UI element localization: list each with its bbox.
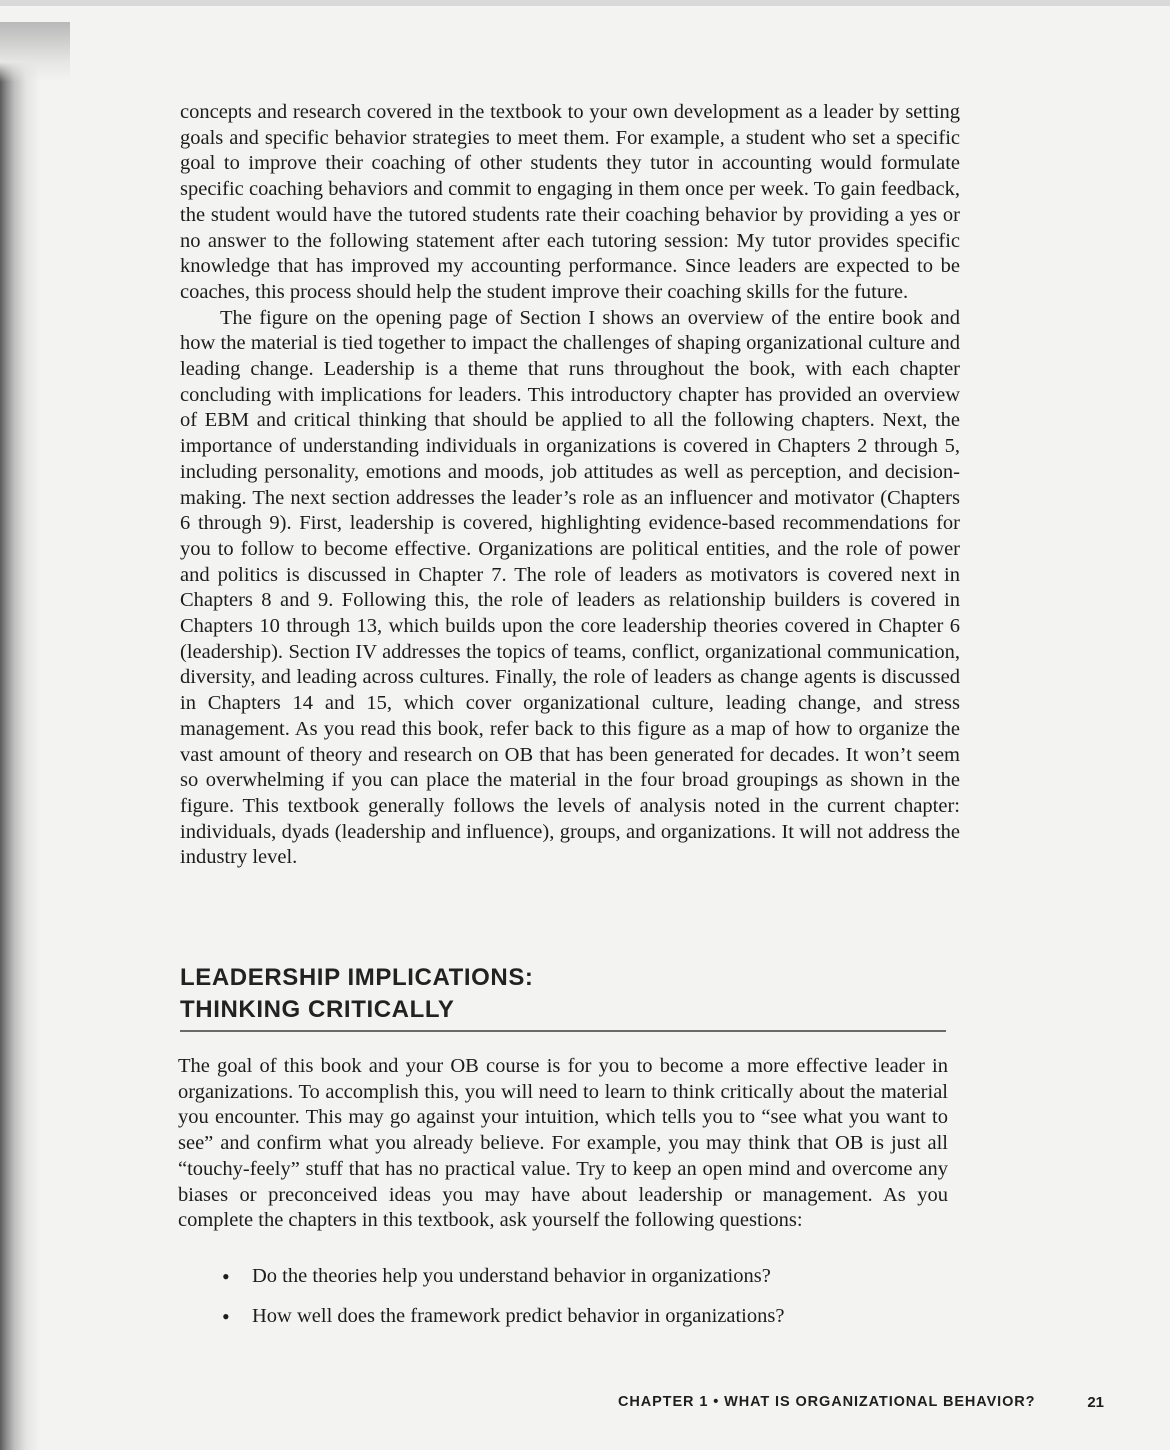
heading-divider <box>180 1030 946 1032</box>
section-heading-line-2: THINKING CRITICALLY <box>180 996 455 1023</box>
page-number: 21 <box>1087 1394 1104 1411</box>
section-paragraph: The goal of this book and your OB course is for you to become a more effective leader in organizations. To accomplish this, you will need to learn to think critically about the material you encounter. This may go against your intuition, which tells you to “see what you want to see” and confirm what you already believe. For example, you may think that OB is just all “touchy-feely” stuff that has no practical value. Try to keep an open mind and overcome any biases or preconceived ideas you may have about leadership or management. As you complete the chapters in this textbook, ask yourself the following questions: <box>178 1055 948 1232</box>
section-heading <box>180 962 960 1026</box>
book-spine-top <box>0 22 70 82</box>
list-item: • How well does the framework predict behavior in organizations? <box>218 1304 918 1329</box>
question-list <box>218 1264 918 1344</box>
body-text <box>180 100 960 871</box>
section-body <box>178 1054 948 1234</box>
book-spine-shadow <box>0 22 40 1450</box>
top-edge <box>0 0 1170 6</box>
paragraph-2: The figure on the opening page of Section I shows an overview of the entire book and how the material is tied together to impact the challenges of shaping organizational culture and leading change. Leadership is a theme that runs throughout the book, with each chapter concluding with implications for leaders. This introductory chapter has provided an overview of EBM and critical thinking that should be applied to all the following chapters. Next, the importance of understanding individuals in organizations is covered in Chapters 2 through 5, including personality, emotions and moods, job attitudes as well as perception, and decision-making. The next section addresses the leader’s role as an influencer and motivator (Chapters 6 through 9). First, leadership is covered, highlighting evidence-based recommendations for you to follow to become effective. Organizations are political entities, and the role of power and politics is discussed in Chapter 7. The role of leaders as motivators is covered next in Chapters 8 and 9. Following this, the role of leaders as relationship builders is covered in Chapters 10 through 13, which builds upon the core leadership theories covered in Chapter 6 (leadership). Section IV addresses the topics of teams, conflict, organizational communication, diversity, and leading across cultures. Finally, the role of leaders as change agents is discussed in Chapters 14 and 15, which cover organizational culture, leading change, and stress management. As you read this book, refer back to this figure as a map of how to organize the vast amount of theory and research on OB that has been generated for decades. It won’t seem so overwhelming if you can place the material in the four broad groupings as shown in the figure. This textbook generally follows the levels of analysis noted in the current chapter: individuals, dyads (leadership and influence), groups, and organizations. It will not address the industry level. <box>180 306 960 869</box>
running-head: CHAPTER 1 • WHAT IS ORGANIZATIONAL BEHAVIOR? <box>618 1394 1036 1410</box>
page-footer <box>618 1394 1108 1418</box>
section-heading-line-1: LEADERSHIP IMPLICATIONS: <box>180 964 534 991</box>
list-item: • Do the theories help you understand behavior in organizations? <box>218 1264 918 1289</box>
paragraph-1: concepts and research covered in the textbook to your own development as a leader by setting goals and specific behavior strategies to meet them. For example, a student who set a specific goal to improve their coaching of other students they tutor in accounting would formulate specific coaching behaviors and commit to engaging in them once per week. To gain feedback, the student would have the tutored students rate their coaching behavior by providing a yes or no answer to the following statement after each tutoring session: My tutor provides specific knowledge that has improved my accounting performance. Since leaders are expected to be coaches, this process should help the student improve their coaching skills for the future. <box>180 101 960 303</box>
